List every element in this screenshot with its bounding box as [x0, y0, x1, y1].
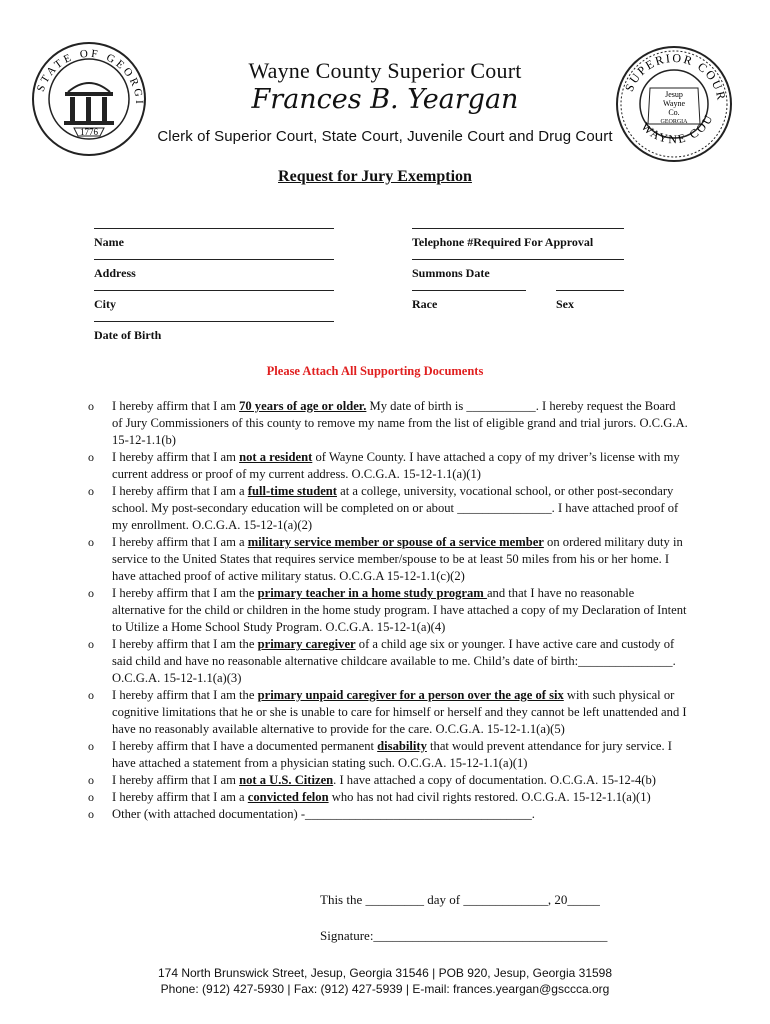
exemption-text-tail: on ordered military duty in service to the United States that requires service member/spouse to be at least 50 miles from his or her home. I have attached proof of active military status. O.C.G.A 15-12-1.1(c)(2) [112, 535, 683, 583]
seal-right-center-1: Jesup [665, 90, 683, 99]
form-title: Request for Jury Exemption [278, 168, 472, 185]
exemption-emphasis: primary unpaid caregiver for a person over the age of six [257, 688, 564, 702]
checkbox-circle-icon[interactable]: o [88, 586, 94, 600]
address-label: Address [94, 266, 136, 280]
exemption-item[interactable] [88, 449, 688, 483]
exemption-emphasis: 70 years of age or older. [239, 399, 367, 413]
summons-date-label: Summons Date [412, 266, 490, 280]
checkbox-circle-icon[interactable]: o [88, 688, 94, 702]
exemption-text: I hereby affirm that I am the [112, 637, 258, 651]
telephone-field[interactable] [412, 228, 624, 250]
court-name: Wayne County Superior Court [248, 58, 522, 83]
exemption-item[interactable] [88, 534, 688, 585]
exemption-text: I hereby affirm that I am the [112, 586, 258, 600]
checkbox-circle-icon[interactable]: o [88, 637, 94, 651]
exemption-text-tail: with such physical or cognitive limitations that he or she is unable to care for himself or herself and they cannot be left unattended and I have no reasonably available alternative to provide for the care. O.C.G.A. 15-12-1.1(a)(5) [112, 688, 687, 736]
exemption-text-tail: ____________________________________. [305, 807, 535, 821]
exemption-item[interactable] [88, 806, 688, 823]
attach-documents-note: Please Attach All Supporting Documents [266, 364, 484, 378]
exemption-list [88, 398, 688, 823]
exemption-emphasis: full-time student [247, 484, 337, 498]
seal-right-center-2: Wayne [662, 99, 686, 108]
race-label: Race [412, 297, 438, 311]
clerk-title: Clerk of Superior Court, State Court, Juvenile Court and Drug Court [157, 128, 613, 145]
checkbox-circle-icon[interactable]: o [88, 484, 94, 498]
checkbox-circle-icon[interactable]: o [88, 739, 94, 753]
telephone-label: Telephone #Required For Approval [412, 235, 594, 249]
exemption-text-tail: and that I have no reasonable alternative for the child or children in the home study program. I have attached a copy of my Declaration of Intent to Utilize a Home School Study Program. O.C.G.A. 15-12-1(a)(4) [112, 586, 687, 634]
exemption-emphasis: primary teacher in a home study program [257, 586, 487, 600]
exemption-item[interactable] [88, 483, 688, 534]
exemption-item[interactable] [88, 636, 688, 687]
exemption-item[interactable] [88, 687, 688, 738]
clerk-name: Frances B. Yeargan [251, 84, 519, 115]
state-of-georgia-seal [30, 40, 148, 158]
exemption-emphasis: primary caregiver [257, 637, 356, 651]
exemption-text: I hereby affirm that I am a [112, 484, 248, 498]
sex-label: Sex [556, 297, 574, 311]
seal-right-center-3: Co. [668, 108, 680, 117]
date-of-birth-label: Date of Birth [94, 328, 162, 342]
exemption-text: I hereby affirm that I am [112, 399, 240, 413]
exemption-text-tail: who has not had civil rights restored. O.C.G.A. 15-12-1.1(a)(1) [328, 790, 651, 804]
checkbox-circle-icon[interactable]: o [88, 773, 94, 787]
date-of-birth-field[interactable] [94, 321, 334, 343]
exemption-emphasis: military service member or spouse of a service member [247, 535, 544, 549]
exemption-emphasis: not a U.S. Citizen [239, 773, 334, 787]
seal-right-center-4: GEORGIA [660, 119, 688, 125]
footer-contact: Phone: (912) 427-5930 | Fax: (912) 427-5939 | E-mail: frances.yeargan@gsccca.org [160, 982, 610, 996]
exemption-text: I hereby affirm that I am a [112, 535, 248, 549]
checkbox-circle-icon[interactable]: o [88, 790, 94, 804]
seal-left-text: STATE OF GEORGI [34, 47, 146, 107]
city-field[interactable] [94, 290, 334, 312]
exemption-text: I hereby affirm that I am [112, 450, 240, 464]
exemption-text-tail: of Wayne County. I have attached a copy of my driver’s license with my current address or proof of my current address. O.C.G.A. 15-12-1.1(a)(1) [112, 450, 680, 481]
sex-field[interactable] [556, 290, 624, 312]
checkbox-circle-icon[interactable]: o [88, 807, 94, 821]
checkbox-circle-icon[interactable]: o [88, 399, 94, 413]
exemption-text: I hereby affirm that I am a [112, 790, 248, 804]
svg-text:STATE OF GEORGIA [30, 40, 145, 107]
exemption-item[interactable] [88, 398, 688, 449]
exemption-text-tail: at a college, university, vocational school, or other post-secondary school. My post-secondary education will be completed on or about _______________. I have attached proof of my enrollment. O.C.G.A. 15-12-1(a)(2) [112, 484, 679, 532]
exemption-text: I hereby affirm that I am the [112, 688, 258, 702]
exemption-emphasis: disability [377, 739, 427, 753]
exemption-emphasis: not a resident [239, 450, 313, 464]
seal-right-top-text: SUPERIOR COUR [621, 50, 729, 103]
summons-date-field[interactable] [412, 259, 624, 281]
exemption-text-tail: that would prevent attendance for jury service. I have attached a statement from a physician stating such. O.C.G.A. 15-12-1.1(a)(1) [112, 739, 673, 770]
exemption-text-tail: of a child age six or younger. I have active care and custody of said child and have no reasonable alternative childcare available to me. Child’s date of birth:_______________. O.C.G.A. 15-12-1.1(a)(3) [112, 637, 676, 685]
exemption-emphasis: convicted felon [247, 790, 329, 804]
exemption-item[interactable] [88, 738, 688, 772]
name-field[interactable] [94, 228, 334, 250]
race-field[interactable] [412, 290, 526, 312]
exemption-item[interactable] [88, 585, 688, 636]
exemption-text-tail: . I have attached a copy of documentation. O.C.G.A. 15-12-4(b) [333, 773, 656, 787]
date-line[interactable]: This the _________ day of _____________, 20_____ [320, 892, 600, 907]
exemption-item[interactable] [88, 772, 688, 789]
exemption-text: I hereby affirm that I have a documented permanent [112, 739, 378, 753]
footer-address: 174 North Brunswick Street, Jesup, Georgia 31546 | POB 920, Jesup, Georgia 31598 [157, 966, 613, 980]
exemption-text: I hereby affirm that I am [112, 773, 240, 787]
exemption-item[interactable] [88, 789, 688, 806]
name-label: Name [94, 235, 124, 249]
exemption-text-tail: My date of birth is ___________. I hereby request the Board of Jury Commissioners of this county to remove my name from the list of eligible grand and trial jurors. O.C.G.A. 15-12-1.1(b) [112, 399, 688, 447]
signature-line[interactable]: Signature:____________________________________ [320, 928, 608, 943]
exemption-text: Other (with attached documentation) - [112, 807, 306, 821]
checkbox-circle-icon[interactable]: o [88, 450, 94, 464]
city-label: City [94, 297, 116, 311]
seal-right-bottom-text: WAYNE COU [638, 111, 717, 147]
wayne-county-court-seal [614, 44, 734, 164]
seal-left-year: 1776 [80, 127, 98, 137]
checkbox-circle-icon[interactable]: o [88, 535, 94, 549]
address-field[interactable] [94, 259, 334, 281]
